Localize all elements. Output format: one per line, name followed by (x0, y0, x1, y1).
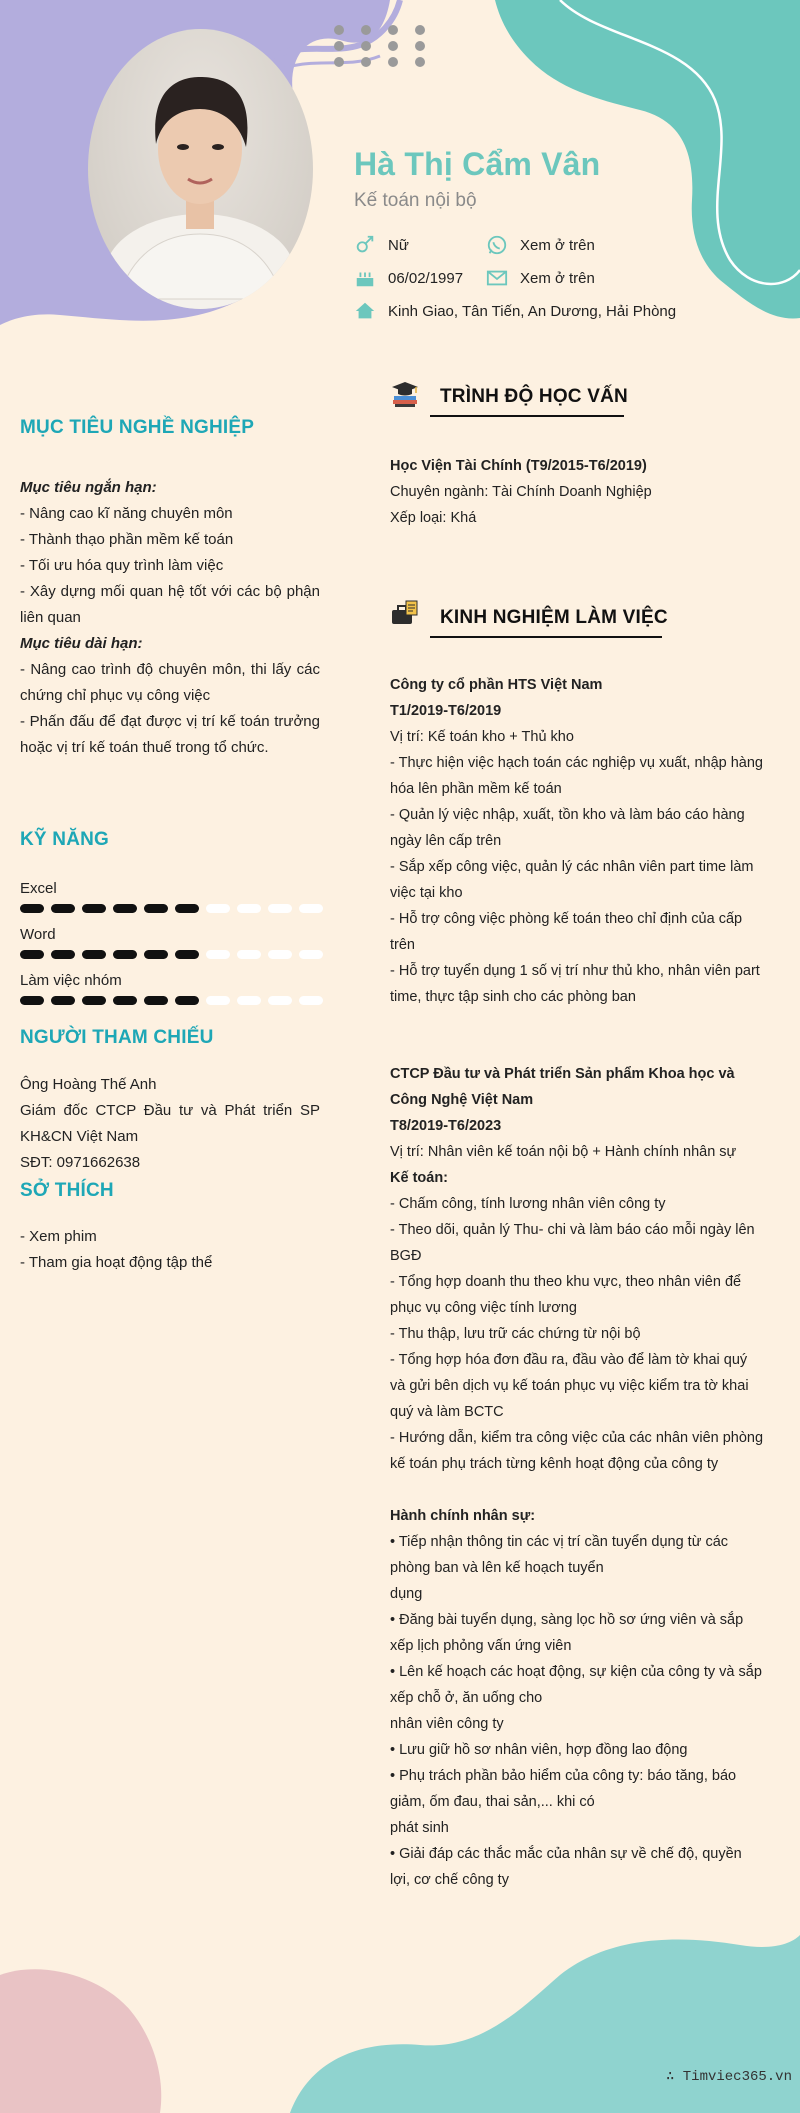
gender-text: Nữ (388, 236, 409, 254)
skill-name: Word (20, 926, 56, 943)
experience-heading-underline (430, 636, 662, 638)
skill-dot-filled (113, 996, 137, 1005)
skill-dot-filled (20, 996, 44, 1005)
education-major: Chuyên ngành: Tài Chính Doanh Nghiệp (390, 484, 652, 500)
job1-duty: - Thực hiện việc hạch toán các nghiệp vụ xuất, nhập hàng hóa lên phần mềm kế toán (390, 755, 763, 797)
hobby-item: - Xem phim (20, 1228, 97, 1245)
reference-name: Ông Hoàng Thế Anh (20, 1076, 157, 1093)
skill-name: Excel (20, 880, 57, 897)
skill-dot-filled (144, 996, 168, 1005)
skill-dot-empty (237, 996, 261, 1005)
job1-company: Công ty cổ phần HTS Việt Nam (390, 677, 603, 693)
long-term-item: - Nâng cao trình độ chuyên môn, thi lấy các chứng chỉ phục vụ công việc (20, 661, 320, 704)
short-term-item: - Thành thạo phần mềm kế toán (20, 531, 234, 548)
skill-dot-empty (206, 996, 230, 1005)
work-experience-icon (390, 598, 420, 628)
gender-icon (354, 234, 376, 256)
skill-dot-empty (268, 904, 292, 913)
job2-hr-duty: • Tiếp nhận thông tin các vị trí cần tuyển dụng từ các phòng ban và lên kế hoạch tuyển (390, 1534, 729, 1576)
profile-photo (88, 29, 313, 309)
job2-accounting-duty: - Tổng hợp hóa đơn đầu ra, đầu vào để làm tờ khai quý và gửi bên dịch vụ kế toán phục vụ việc kiểm tra tờ khai quý và làm BCTC (390, 1352, 749, 1420)
skills-heading: KỸ NĂNG (20, 829, 110, 850)
birthday-text: 06/02/1997 (388, 269, 464, 287)
graduation-cap-icon (390, 378, 420, 408)
job2-accounting-duty: - Theo dõi, quản lý Thu- chi và làm báo cáo mỗi ngày lên BGĐ (390, 1222, 755, 1264)
gender-info (354, 234, 409, 256)
skill-dot-filled (20, 950, 44, 959)
skill-dot-filled (113, 950, 137, 959)
job1-duty: - Quản lý việc nhập, xuất, tồn kho và làm báo cáo hàng ngày lên cấp trên (390, 807, 745, 849)
skill-dot-filled (175, 904, 199, 913)
job1-duty: - Sắp xếp công việc, quản lý các nhân viên part time làm việc tại kho (390, 859, 754, 901)
phone-info (486, 234, 595, 256)
skill-dot-filled (20, 904, 44, 913)
skill-dot-filled (51, 904, 75, 913)
phone-icon (486, 234, 508, 256)
home-icon (354, 300, 376, 322)
reference-position: Giám đốc CTCP Đầu tư và Phát triển SP KH&CN Việt Nam (20, 1102, 320, 1145)
job2-hr-label: Hành chính nhân sự: (390, 1508, 536, 1524)
job2-body (390, 1061, 765, 1893)
skill-dot-filled (82, 996, 106, 1005)
candidate-title: Kế toán nội bộ (354, 190, 477, 211)
long-term-item: - Phấn đấu để đạt được vị trí kế toán trưởng hoặc vị trí kế toán thuế trong tổ chức. (20, 713, 320, 756)
email-info (486, 267, 595, 289)
long-term-label: Mục tiêu dài hạn: (20, 635, 143, 652)
education-heading-underline (430, 415, 624, 417)
spacer (390, 1477, 765, 1503)
skill-dot-filled (82, 904, 106, 913)
experience-heading: KINH NGHIỆM LÀM VIỆC (440, 607, 668, 628)
hobbies-body (20, 1224, 320, 1276)
job2-hr-duty: dụng (390, 1586, 423, 1602)
job2-accounting-duty: - Hướng dẫn, kiểm tra công việc của các nhân viên phòng kế toán phụ trách từng kênh hoạt động của công ty (390, 1430, 764, 1472)
address-text: Kinh Giao, Tân Tiến, An Dương, Hải Phòng (388, 302, 677, 320)
education-body (390, 453, 765, 531)
skill-dot-empty (299, 904, 323, 913)
education-grade: Xếp loại: Khá (390, 510, 477, 526)
job2-hr-duty: • Lên kế hoạch các hoạt động, sự kiện của công ty và sắp xếp chỗ ở, ăn uống cho (390, 1664, 762, 1706)
reference-phone: SĐT: 0971662638 (20, 1154, 141, 1171)
education-school: Học Viện Tài Chính (T9/2015-T6/2019) (390, 458, 647, 474)
skill-dot-filled (113, 904, 137, 913)
job2-period: T8/2019-T6/2023 (390, 1118, 502, 1134)
job2-accounting-duty: - Chấm công, tính lương nhân viên công ty (390, 1196, 666, 1212)
reference-heading: NGƯỜI THAM CHIẾU (20, 1027, 214, 1048)
skill-level-bar (20, 950, 323, 959)
envelope-icon (486, 267, 508, 289)
job2-accounting-label: Kế toán: (390, 1170, 448, 1186)
skill-dot-empty (206, 904, 230, 913)
skill-dot-filled (51, 950, 75, 959)
skill-dot-empty (237, 950, 261, 959)
reference-body (20, 1072, 320, 1176)
job2-hr-duty: • Phụ trách phần bảo hiểm của công ty: báo tăng, báo giảm, ốm đau, thai sản,... khi có (390, 1768, 737, 1810)
skill-dot-empty (299, 950, 323, 959)
skill-dot-empty (268, 996, 292, 1005)
job1-period: T1/2019-T6/2019 (390, 703, 502, 719)
objective-heading: MỤC TIÊU NGHỀ NGHIỆP (20, 417, 255, 438)
skill-dot-filled (51, 996, 75, 1005)
job2-company: CTCP Đầu tư và Phát triển Sản phẩm Khoa học và Công Nghệ Việt Nam (390, 1066, 735, 1108)
skill-name: Làm việc nhóm (20, 972, 122, 989)
job2-hr-duty: • Giải đáp các thắc mắc của nhân sự về chế độ, quyền lợi, cơ chế công ty (390, 1846, 742, 1888)
job2-hr-duty: • Đăng bài tuyển dụng, sàng lọc hồ sơ ứng viên và sắp xếp lịch phỏng vấn ứng viên (390, 1612, 744, 1654)
phone-text: Xem ở trên (520, 236, 595, 254)
hobbies-heading: SỞ THÍCH (20, 1180, 114, 1201)
job1-position: Vị trí: Kế toán kho + Thủ kho (390, 729, 574, 745)
job2-hr-duty: phát sinh (390, 1820, 449, 1836)
objective-body (20, 475, 320, 761)
job2-position: Vị trí: Nhân viên kế toán nội bộ + Hành chính nhân sự (390, 1144, 737, 1160)
skill-dot-empty (206, 950, 230, 959)
job1-duty: - Hỗ trợ công việc phòng kế toán theo chỉ định của cấp trên (390, 911, 743, 953)
birthday-info (354, 267, 463, 289)
skill-dot-filled (144, 950, 168, 959)
job2-hr-duty: nhân viên công ty (390, 1716, 504, 1732)
skill-dot-filled (175, 950, 199, 959)
email-text: Xem ở trên (520, 269, 595, 287)
education-heading: TRÌNH ĐỘ HỌC VẤN (440, 386, 628, 407)
skill-dot-empty (237, 904, 261, 913)
candidate-name: Hà Thị Cẩm Vân (354, 146, 601, 182)
birthday-cake-icon (354, 267, 376, 289)
skill-dot-filled (82, 950, 106, 959)
job1-duty: - Hỗ trợ tuyển dụng 1 số vị trí như thủ kho, nhân viên part time, thực tập sinh cho các phòng ban (390, 963, 760, 1005)
skill-dot-filled (144, 904, 168, 913)
hobby-item: - Tham gia hoạt động tập thể (20, 1254, 213, 1271)
short-term-item: - Xây dựng mối quan hệ tốt với các bộ phận liên quan (20, 583, 320, 626)
job2-hr-duty: • Lưu giữ hồ sơ nhân viên, hợp đồng lao động (390, 1742, 688, 1758)
short-term-label: Mục tiêu ngắn hạn: (20, 479, 157, 496)
short-term-item: - Tối ưu hóa quy trình làm việc (20, 557, 224, 574)
skill-dot-empty (268, 950, 292, 959)
skill-level-bar (20, 996, 323, 1005)
watermark: ∴ Timviec365.vn (665, 2069, 792, 2085)
skill-level-bar (20, 904, 323, 913)
skill-dot-empty (299, 996, 323, 1005)
job1-body (390, 672, 765, 1010)
job2-accounting-duty: - Tổng hợp doanh thu theo khu vực, theo nhân viên để phục vụ công việc tính lương (390, 1274, 742, 1316)
short-term-item: - Nâng cao kĩ năng chuyên môn (20, 505, 233, 522)
skill-dot-filled (175, 996, 199, 1005)
job2-accounting-duty: - Thu thập, lưu trữ các chứng từ nội bộ (390, 1326, 641, 1342)
address-info (354, 300, 676, 322)
